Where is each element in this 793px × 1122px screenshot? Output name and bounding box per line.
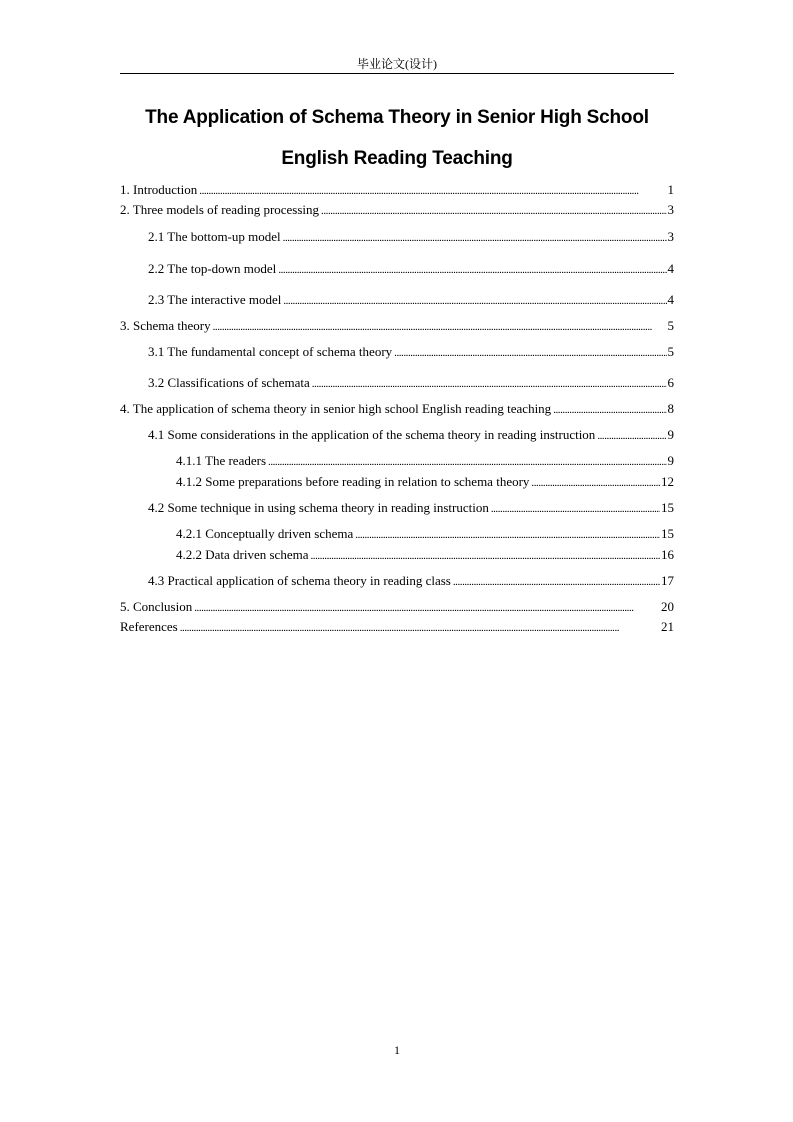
- toc-entry-label: 4. The application of schema theory in senior high school English reading teaching: [120, 401, 552, 416]
- toc-entry-label: 5. Conclusion: [120, 599, 193, 614]
- toc-dot-leader: [268, 453, 666, 469]
- toc-page-number: 8: [667, 401, 674, 416]
- toc-dot-leader: [355, 526, 660, 542]
- toc-page-number: 12: [661, 474, 674, 489]
- toc-entry-label: 2. Three models of reading processing: [120, 202, 320, 217]
- toc-entry-label: 3.2 Classifications of schemata: [148, 375, 310, 390]
- toc-entry-introduction[interactable]: [120, 182, 674, 198]
- toc-entry-conclusion[interactable]: [120, 599, 674, 615]
- toc-entry-schema-theory[interactable]: [120, 318, 674, 334]
- toc-page-number: 16: [661, 547, 674, 562]
- toc-entry-conceptually-driven[interactable]: [176, 526, 674, 542]
- toc-dot-leader: [553, 401, 666, 417]
- toc-entry-references[interactable]: [120, 619, 674, 635]
- toc-dot-leader: [283, 292, 666, 308]
- toc-page-number: 20: [661, 599, 674, 614]
- toc-dot-leader: [597, 427, 666, 443]
- header-divider: [120, 73, 674, 74]
- toc-dot-leader: [180, 619, 660, 635]
- toc-entry-classifications[interactable]: [148, 375, 674, 391]
- toc-dot-leader: [531, 474, 660, 490]
- toc-page-number: 15: [661, 526, 674, 541]
- toc-page-number: 9: [667, 453, 674, 468]
- toc-entry-label: 3.1 The fundamental concept of schema theory: [148, 344, 393, 359]
- toc-dot-leader: [283, 229, 667, 245]
- title-line-2: English Reading Teaching: [281, 148, 513, 169]
- toc-entry-the-readers[interactable]: [176, 453, 674, 469]
- toc-entry-label: 4.1.2 Some preparations before reading in relation to schema theory: [176, 474, 530, 489]
- title-line-1: The Application of Schema Theory in Senior High School: [145, 107, 649, 128]
- toc-entry-practical-application[interactable]: [148, 573, 674, 589]
- toc-dot-leader: [321, 202, 666, 218]
- toc-page-number: 21: [661, 619, 674, 634]
- toc-entry-label: 3. Schema theory: [120, 318, 211, 333]
- toc-page-number: 3: [667, 229, 674, 244]
- toc-entry-label: 1. Introduction: [120, 182, 198, 197]
- toc-dot-leader: [310, 547, 660, 563]
- page-header: 毕业论文(设计): [357, 57, 437, 71]
- toc-page-number: 4: [667, 261, 674, 276]
- toc-entry-top-down-model[interactable]: [148, 261, 674, 277]
- page-number: 1: [394, 1043, 400, 1057]
- toc-page-number: 5: [667, 318, 674, 333]
- toc-entry-considerations[interactable]: [148, 427, 674, 443]
- toc-entry-label: 4.1.1 The readers: [176, 453, 267, 468]
- toc-entry-fundamental-concept[interactable]: [148, 344, 674, 360]
- toc-entry-techniques[interactable]: [148, 500, 674, 516]
- toc-entry-label: 4.3 Practical application of schema theory in reading class: [148, 573, 451, 588]
- toc-page-number: 6: [667, 375, 674, 390]
- toc-entry-label: 2.2 The top-down model: [148, 261, 277, 276]
- toc-entry-label: 2.1 The bottom-up model: [148, 229, 281, 244]
- toc-page-number: 1: [667, 182, 674, 197]
- toc-entry-label: References: [120, 619, 178, 634]
- toc-page-number: 4: [667, 292, 674, 307]
- toc-entry-application[interactable]: [120, 401, 674, 417]
- toc-entry-three-models[interactable]: [120, 202, 674, 218]
- toc-dot-leader: [199, 182, 666, 198]
- toc-dot-leader: [278, 261, 666, 277]
- toc-page-number: 3: [667, 202, 674, 217]
- toc-page-number: 17: [661, 573, 674, 588]
- toc-entry-bottom-up-model[interactable]: [148, 229, 674, 245]
- toc-entry-label: 4.2.2 Data driven schema: [176, 547, 309, 562]
- toc-page-number: 9: [667, 427, 674, 442]
- toc-entry-label: 4.1 Some considerations in the application of the schema theory in reading instruction: [148, 427, 596, 442]
- toc-entry-label: 4.2 Some technique in using schema theory in reading instruction: [148, 500, 489, 515]
- toc-entry-data-driven[interactable]: [176, 547, 674, 563]
- toc-dot-leader: [491, 500, 660, 516]
- toc-entry-label: 2.3 The interactive model: [148, 292, 282, 307]
- toc-page-number: 15: [661, 500, 674, 515]
- toc-entry-label: 4.2.1 Conceptually driven schema: [176, 526, 354, 541]
- toc-page-number: 5: [667, 344, 674, 359]
- toc-dot-leader: [213, 318, 667, 334]
- toc-dot-leader: [394, 344, 666, 360]
- toc-entry-interactive-model[interactable]: [148, 292, 674, 308]
- toc-dot-leader: [312, 375, 667, 391]
- toc-dot-leader: [194, 599, 660, 615]
- toc-dot-leader: [453, 573, 660, 589]
- toc-entry-preparations[interactable]: [176, 474, 674, 490]
